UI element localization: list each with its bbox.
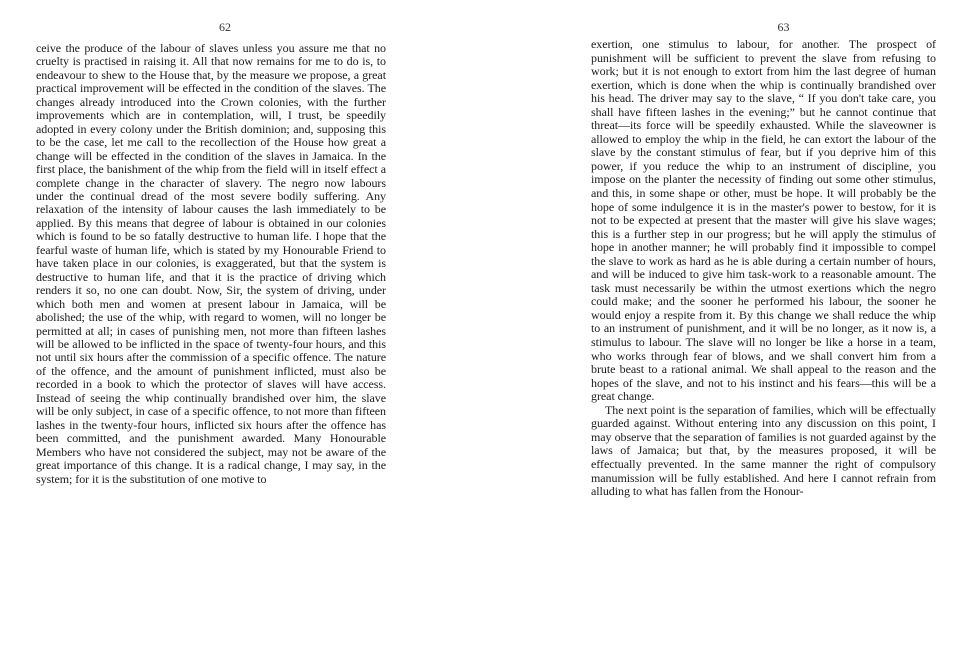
- page-number: 63: [777, 20, 790, 34]
- page-body: [591, 38, 936, 499]
- page-body: [36, 42, 386, 486]
- paragraph: ceive the produce of the labour of slaves unless you assure me that no cruelty is practised in raising it. All that now remains for me to do is, to endeavour to shew to the House that, by the measure we propose, a great practical improvement will be effected in the condition of the slaves. The changes already introduced into the Crown colonies, with the further improvements which are in contemplation, will, I trust, be speedily adopted in every colony under the British dominion; and, supposing this to be the case, let me call to the recollection of the House how great a change will be effected in the condition of the slaves in Jamaica. In the first place, the banishment of the whip from the field will in itself effect a complete change in the character of slavery. The negro now labours under the continual dread of the most severe bodily suffering. Any relaxation of the intensity of labour causes the lash immediately to be applied. By this means that degree of labour is obtained in our colonies which is found to be so fatally destructive to human life. I hope that the fearful waste of human life, which is stated by my Honourable Friend to have taken place in our colonies, is exaggerated, but that the system is destructive to human life, and that it is the practice of driving which renders it so, no one can doubt. Now, Sir, the system of driving, under which both men and women at present labour in Jamaica, will be abolished; the use of the whip, with regard to women, will no longer be permitted at all; in cases of punishing men, not more than fifteen lashes will be allowed to be inflicted in the space of twenty-four hours, and this not until six hours after the commission of a specific offence. The nature of the offence, and the amount of punishment inflicted, must also be recorded in a book to which the protector of slaves will have access. Instead of seeing the whip continually brandished over him, the slave will be only subject, in case of a specific offence, to not more than fifteen lashes in the twenty-four hours, inflicted six hours after the offence has been committed, and the punishment awarded. Many Honourable Members who have not considered the subject, may not be aware of the great importance of this change. It is a radical change, I may say, in the system; for it is the substitution of one motive to: [36, 41, 386, 486]
- paragraph: exertion, one stimulus to labour, for another. The prospect of punishment will be sufficient to prevent the slave from refusing to work; but it is not enough to extort from him the last degree of human exertion, which is done when the whip is continually brandished over his head. The driver may say to the slave, “ If you don't take care, you shall have fifteen lashes in the evening;” but he cannot continue that threat—its force will be speedily exhausted. While the slaveowner is allowed to employ the whip in the field, he can extort the labour of the slave by the constant stimulus of fear, but if you deprive him of this power, if you reduce the whip to an instrument of discipline, you impose on the planter the necessity of finding out some other stimulus, and this, in some shape or other, must be hope. It will probably be the hope of some indulgence it is in the master's power to bestow, for it is not to be expected at present that the master will give his slave wages; this is a further step in our progress; but he will apply the stimulus of hope in another manner; he will probably find it impossible to compel the slave to work as hard as he is able during a certain number of hours, and will be induced to give him task-work to a reasonable amount. The task must necessarily be within the utmost exertions which the negro could make; and the sooner he performed his labour, the sooner he would enjoy a respite from it. By this change we shall reduce the whip to an instrument of punishment, and it will be no longer, as it now is, a stimulus to labour. The slave will no longer be like a horse in a team, who works through fear of blows, and we shall convert him from a brute beast to a rational animal. We shall appeal to the reason and the hopes of the slave, and not to his instinct and his fears—this will be a great change.: [591, 37, 936, 404]
- page-number: 62: [219, 20, 231, 34]
- paragraph: The next point is the separation of families, which will be effectually guarded against. Without entering into any discussion on this point, I may observe that the separation of families is not guarded against by the laws of Jamaica; but that, by the measures proposed, it will be effectually prevented. In the same manner the right of compulsory manumission will be fully established. And here I cannot refrain from alluding to what has fallen from the Honour-: [591, 402, 936, 499]
